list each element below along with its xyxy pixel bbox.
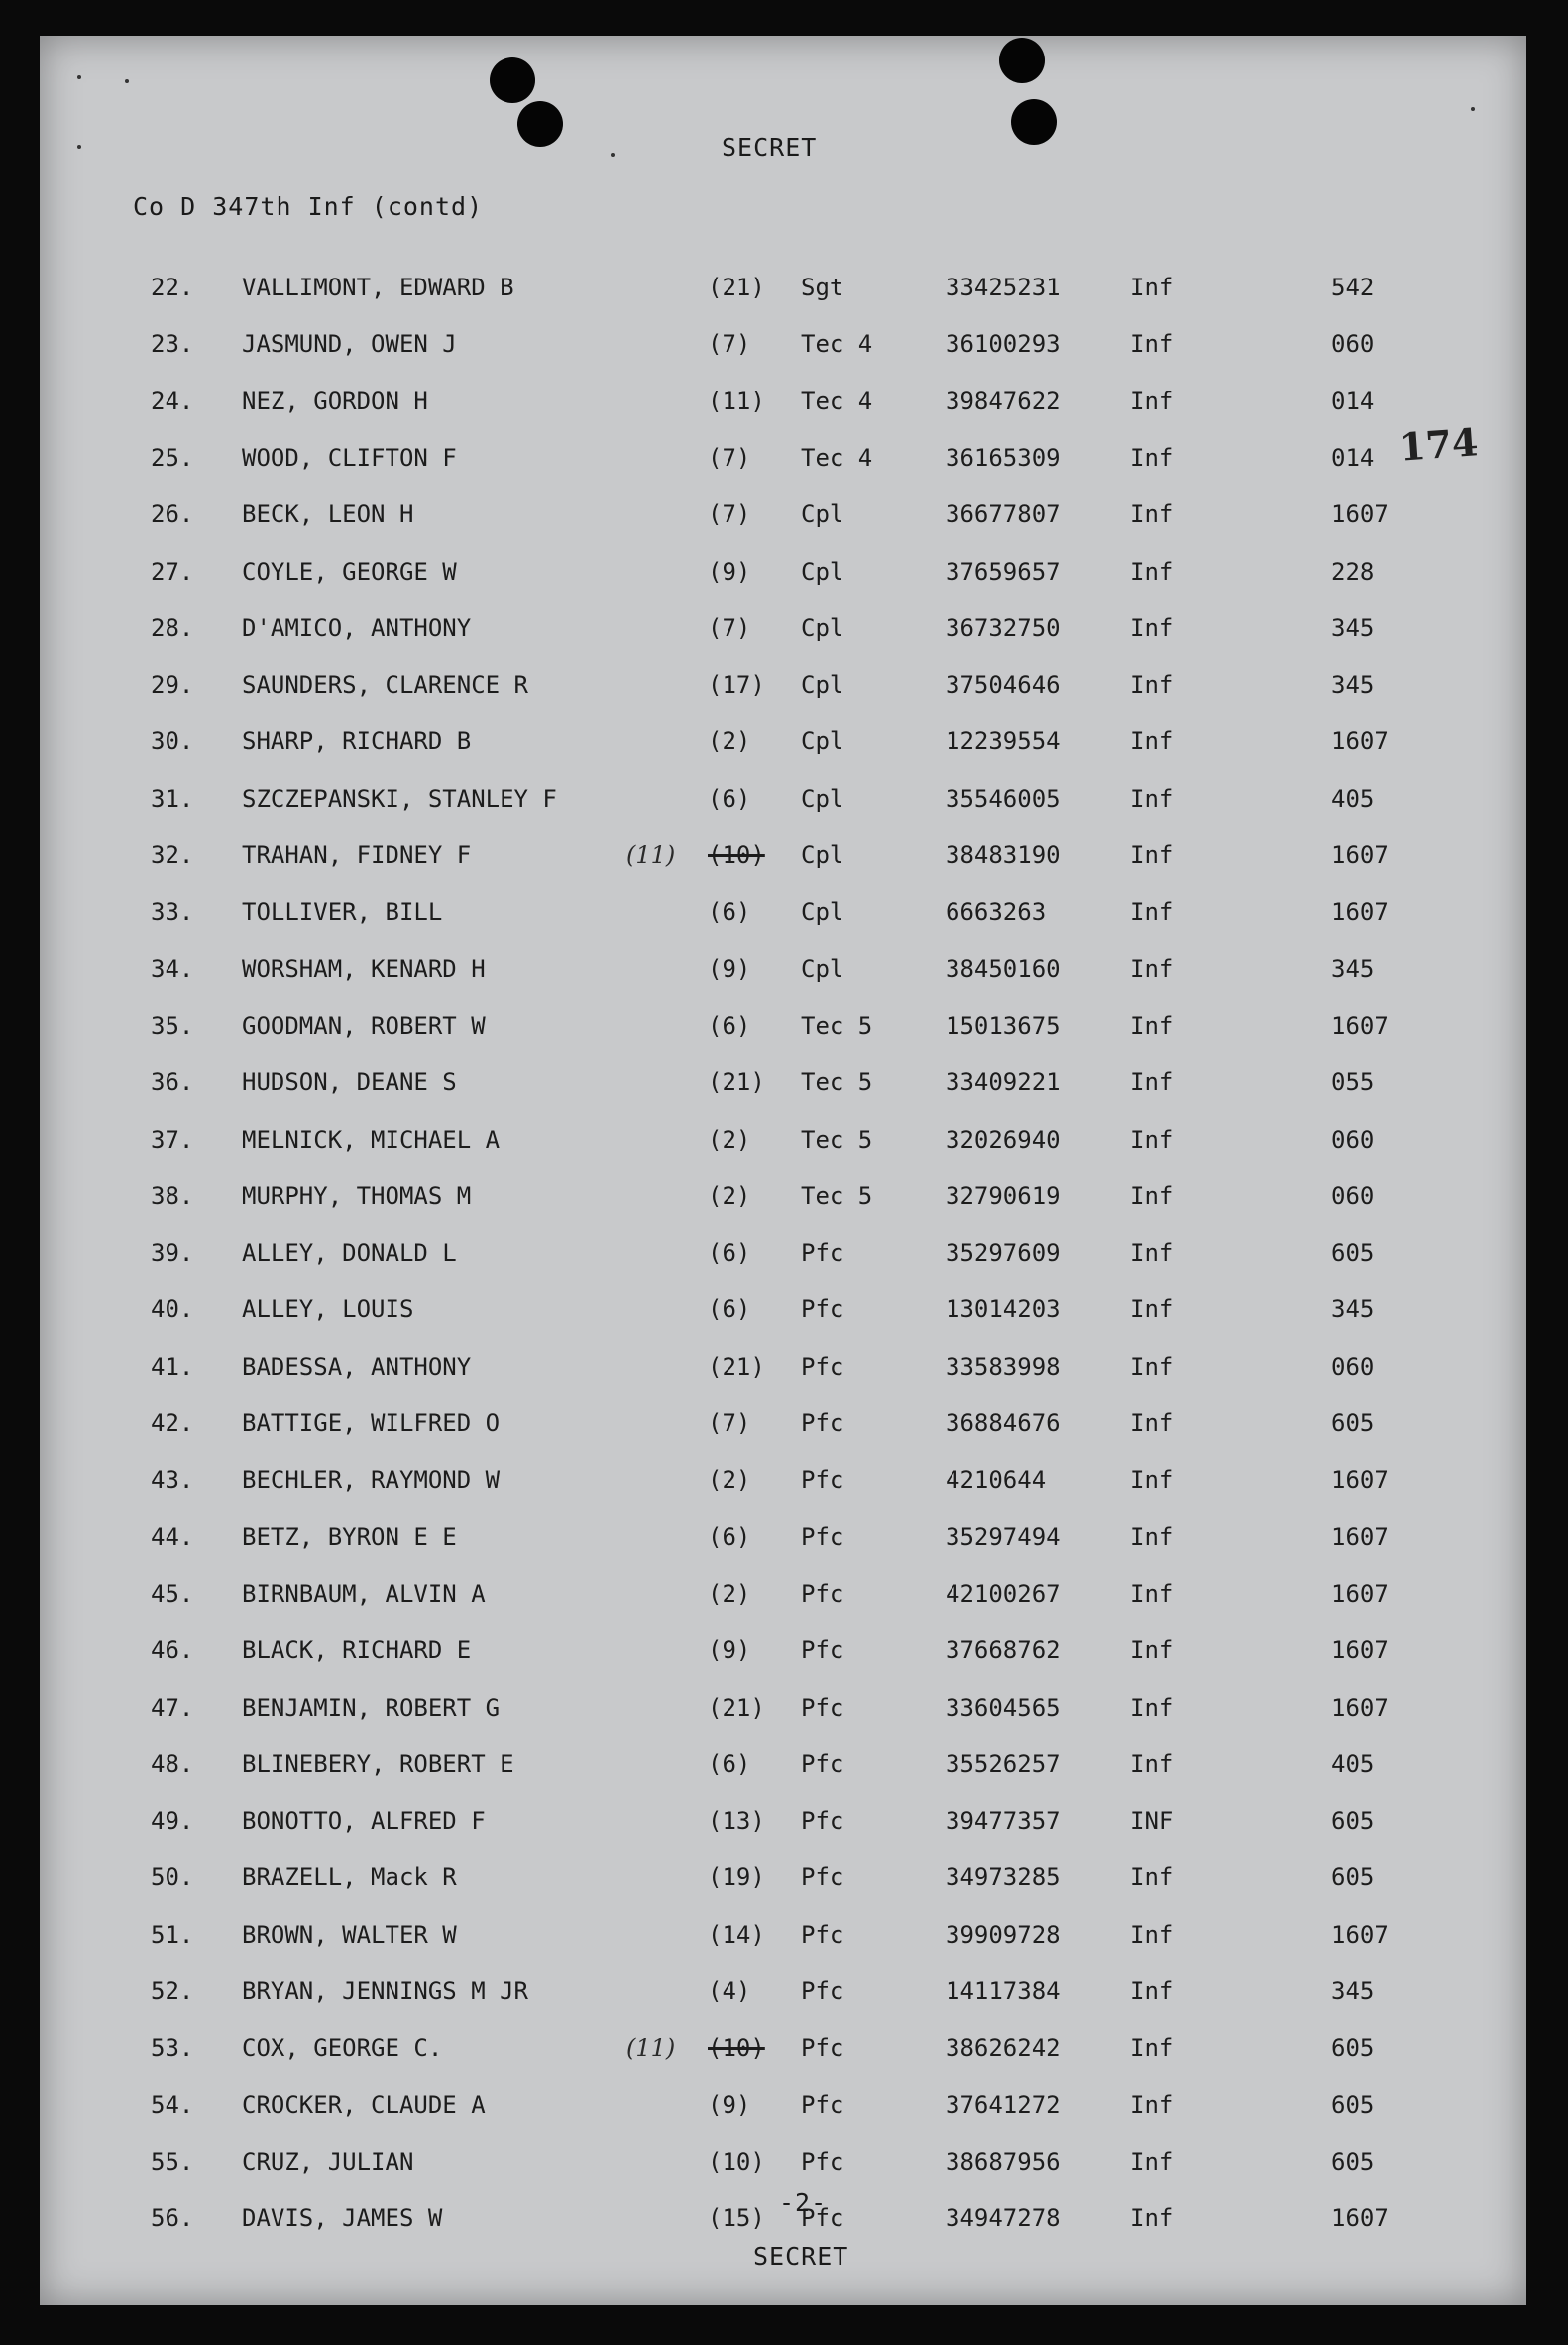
soldier-name: CRUZ, JULIAN [242,2147,414,2176]
roster-row [40,727,1526,767]
mos-code: 1607 [1331,841,1389,869]
mos-code: 060 [1331,1125,1375,1154]
mos-code: 405 [1331,1749,1375,1778]
mos-code: 060 [1331,330,1375,359]
page-number: -2- [779,2188,828,2217]
roster-row [40,1182,1526,1222]
group-code: (6) [708,1239,751,1268]
soldier-name: HUDSON, DEANE S [242,1068,457,1097]
row-number: 32. [151,841,194,869]
classification-top: SECRET [722,133,818,162]
soldier-name: D'AMICO, ANTHONY [242,614,472,642]
group-code: (10) [708,2034,765,2063]
roster-row [40,614,1526,654]
soldier-name: DAVIS, JAMES W [242,2204,443,2233]
mos-code: 1607 [1331,1579,1389,1608]
grade: Cpl [801,671,844,700]
punch-hole [490,57,535,103]
row-number: 36. [151,1068,194,1097]
serial-number: 37504646 [946,671,1061,700]
row-number: 38. [151,1181,194,1210]
mos-code: 1607 [1331,2204,1389,2233]
grade: Pfc [801,1863,844,1892]
serial-number: 33425231 [946,274,1061,301]
mos-code: 605 [1331,1239,1375,1268]
grade: Cpl [801,954,844,983]
group-code: (6) [708,1522,751,1551]
serial-number: 36100293 [946,330,1061,359]
serial-number: 36732750 [946,614,1061,642]
roster-row [40,2034,1526,2073]
mos-code: 228 [1331,557,1375,586]
roster-row [40,1239,1526,1279]
roster-row [40,1126,1526,1166]
serial-number: 36884676 [946,1409,1061,1437]
serial-number: 36165309 [946,443,1061,472]
serial-number: 33604565 [946,1693,1061,1722]
branch: Inf [1130,1693,1174,1722]
grade: Tec 5 [801,1011,873,1040]
row-number: 29. [151,671,194,700]
mos-code: 1607 [1331,1920,1389,1949]
roster-row [40,1409,1526,1449]
roster-row [40,785,1526,825]
soldier-name: BROWN, WALTER W [242,1920,457,1949]
row-number: 53. [151,2034,194,2063]
roster-row [40,1977,1526,2017]
grade: Cpl [801,557,844,586]
grade: Pfc [801,1409,844,1437]
branch: Inf [1130,2204,1174,2233]
mos-code: 055 [1331,1068,1375,1097]
group-code: (6) [708,1011,751,1040]
mos-code: 1607 [1331,1636,1389,1665]
serial-number: 38450160 [946,954,1061,983]
row-number: 46. [151,1636,194,1665]
speck [77,145,81,149]
roster-row [40,274,1526,313]
soldier-name: BECK, LEON H [242,501,414,529]
soldier-name: SAUNDERS, CLARENCE R [242,671,528,700]
mos-code: 060 [1331,1181,1375,1210]
soldier-name: WOOD, CLIFTON F [242,443,457,472]
row-number: 22. [151,274,194,301]
row-number: 51. [151,1920,194,1949]
group-code: (9) [708,557,751,586]
roster-row [40,1863,1526,1903]
row-number: 31. [151,784,194,813]
punch-hole [1011,99,1057,145]
serial-number: 37641272 [946,2090,1061,2119]
grade: Pfc [801,1522,844,1551]
branch: Inf [1130,1295,1174,1324]
soldier-name: BLINEBERY, ROBERT E [242,1749,514,1778]
serial-number: 38626242 [946,2034,1061,2063]
soldier-name: VALLIMONT, EDWARD B [242,274,514,301]
soldier-name: BETZ, BYRON E E [242,1522,457,1551]
grade: Tec 5 [801,1125,873,1154]
serial-number: 34973285 [946,1863,1061,1892]
roster-row [40,1068,1526,1108]
group-code: (9) [708,1636,751,1665]
group-code: (9) [708,2090,751,2119]
mos-code: 605 [1331,2034,1375,2063]
grade: Pfc [801,1693,844,1722]
mos-code: 014 [1331,387,1375,415]
row-number: 41. [151,1352,194,1381]
soldier-name: BIRNBAUM, ALVIN A [242,1579,486,1608]
mos-code: 605 [1331,1863,1375,1892]
roster-row [40,1750,1526,1790]
mos-code: 605 [1331,2147,1375,2176]
branch: Inf [1130,1863,1174,1892]
serial-number: 37659657 [946,557,1061,586]
group-code: (2) [708,1181,751,1210]
serial-number: 12239554 [946,727,1061,756]
serial-number: 39847622 [946,387,1061,415]
punch-hole [999,38,1045,83]
punch-hole [517,101,563,147]
soldier-name: BRYAN, JENNINGS M JR [242,1977,528,2005]
serial-number: 15013675 [946,1011,1061,1040]
mos-code: 345 [1331,1977,1375,2005]
speck [125,79,129,83]
row-number: 42. [151,1409,194,1437]
mos-code: 542 [1331,274,1375,301]
group-code: (21) [708,1068,765,1097]
soldier-name: NEZ, GORDON H [242,387,428,415]
serial-number: 42100267 [946,1579,1061,1608]
soldier-name: BRAZELL, Mack R [242,1863,457,1892]
group-code: (21) [708,1352,765,1381]
roster-row [40,1921,1526,1960]
row-number: 27. [151,557,194,586]
serial-number: 35297494 [946,1522,1061,1551]
row-number: 40. [151,1295,194,1324]
row-number: 37. [151,1125,194,1154]
serial-number: 38483190 [946,841,1061,869]
group-code: (7) [708,1409,751,1437]
group-code: (4) [708,1977,751,2005]
branch: Inf [1130,1239,1174,1268]
group-code: (10) [708,841,765,869]
branch: Inf [1130,898,1174,927]
roster-row [40,1012,1526,1052]
serial-number: 14117384 [946,1977,1061,2005]
row-number: 49. [151,1807,194,1836]
grade: Pfc [801,1295,844,1324]
branch: Inf [1130,1125,1174,1154]
serial-number: 34947278 [946,2204,1061,2233]
mos-code: 405 [1331,784,1375,813]
mos-code: 1607 [1331,1693,1389,1722]
serial-number: 33583998 [946,1352,1061,1381]
soldier-name: WORSHAM, KENARD H [242,954,486,983]
branch: Inf [1130,557,1174,586]
serial-number: 35526257 [946,1749,1061,1778]
speck [1471,107,1475,111]
branch: Inf [1130,1522,1174,1551]
mos-code: 1607 [1331,1522,1389,1551]
mos-code: 1607 [1331,1011,1389,1040]
row-number: 24. [151,387,194,415]
soldier-name: ALLEY, DONALD L [242,1239,457,1268]
row-number: 28. [151,614,194,642]
classification-bottom: SECRET [753,2242,849,2271]
serial-number: 6663263 [946,898,1047,927]
branch: Inf [1130,501,1174,529]
row-number: 45. [151,1579,194,1608]
grade: Pfc [801,2204,844,2233]
soldier-name: BENJAMIN, ROBERT G [242,1693,501,1722]
soldier-name: MURPHY, THOMAS M [242,1181,472,1210]
group-code: (10) [708,2147,765,2176]
serial-number: 4210644 [946,1466,1047,1495]
roster-row [40,2148,1526,2187]
mos-code: 1607 [1331,1466,1389,1495]
serial-number: 39909728 [946,1920,1061,1949]
grade: Pfc [801,1920,844,1949]
group-code: (19) [708,1863,765,1892]
mos-code: 605 [1331,1409,1375,1437]
mos-code: 345 [1331,614,1375,642]
row-number: 56. [151,2204,194,2233]
serial-number: 35297609 [946,1239,1061,1268]
serial-number: 33409221 [946,1068,1061,1097]
group-code: (2) [708,727,751,756]
soldier-name: COX, GEORGE C. [242,2034,443,2063]
serial-number: 13014203 [946,1295,1061,1324]
soldier-name: CROCKER, CLAUDE A [242,2090,486,2119]
soldier-name: BECHLER, RAYMOND W [242,1466,501,1495]
branch: Inf [1130,1181,1174,1210]
group-code: (7) [708,614,751,642]
soldier-name: BADESSA, ANTHONY [242,1352,472,1381]
roster-row [40,1295,1526,1335]
grade: Pfc [801,1749,844,1778]
mos-code: 605 [1331,1807,1375,1836]
grade: Pfc [801,1352,844,1381]
row-number: 52. [151,1977,194,2005]
group-code: (6) [708,898,751,927]
branch: Inf [1130,841,1174,869]
grade: Pfc [801,1579,844,1608]
grade: Cpl [801,614,844,642]
branch: Inf [1130,727,1174,756]
roster-row [40,671,1526,711]
mos-code: 1607 [1331,501,1389,529]
grade: Sgt [801,274,844,301]
soldier-name: GOODMAN, ROBERT W [242,1011,486,1040]
grade: Cpl [801,841,844,869]
branch: Inf [1130,274,1174,301]
unit-heading: Co D 347th Inf (contd) [133,192,484,221]
grade: Pfc [801,1636,844,1665]
serial-number: 38687956 [946,2147,1061,2176]
row-number: 34. [151,954,194,983]
soldier-name: COYLE, GEORGE W [242,557,457,586]
branch: Inf [1130,2090,1174,2119]
roster-row [40,898,1526,938]
soldier-name: SZCZEPANSKI, STANLEY F [242,784,557,813]
soldier-name: BATTIGE, WILFRED O [242,1409,501,1437]
page-stamp: 174 [1398,419,1480,470]
roster-row [40,1694,1526,1733]
serial-number: 37668762 [946,1636,1061,1665]
row-number: 35. [151,1011,194,1040]
row-number: 23. [151,330,194,359]
row-number: 33. [151,898,194,927]
roster-row [40,388,1526,427]
soldier-name: SHARP, RICHARD B [242,727,472,756]
roster-row [40,1636,1526,1676]
branch: Inf [1130,2034,1174,2063]
grade: Pfc [801,2147,844,2176]
branch: Inf [1130,1068,1174,1097]
branch: Inf [1130,443,1174,472]
grade: Tec 5 [801,1068,873,1097]
mos-code: 1607 [1331,898,1389,927]
serial-number: 35546005 [946,784,1061,813]
group-code: (2) [708,1125,751,1154]
mos-code: 1607 [1331,727,1389,756]
soldier-name: BLACK, RICHARD E [242,1636,472,1665]
group-code: (7) [708,443,751,472]
group-code: (2) [708,1579,751,1608]
roster-row [40,501,1526,540]
serial-number: 36677807 [946,501,1061,529]
branch: Inf [1130,2147,1174,2176]
row-number: 47. [151,1693,194,1722]
branch: Inf [1130,1466,1174,1495]
grade: Tec 4 [801,443,873,472]
group-code: (21) [708,274,765,301]
group-code: (2) [708,1466,751,1495]
branch: Inf [1130,614,1174,642]
mos-code: 345 [1331,1295,1375,1324]
grade: Cpl [801,898,844,927]
branch: Inf [1130,1636,1174,1665]
branch: Inf [1130,330,1174,359]
roster-row [40,330,1526,370]
serial-number: 32026940 [946,1125,1061,1154]
branch: Inf [1130,954,1174,983]
grade: Pfc [801,1807,844,1836]
branch: Inf [1130,1011,1174,1040]
speck [611,153,615,157]
roster-row [40,444,1526,484]
branch: Inf [1130,387,1174,415]
grade: Cpl [801,784,844,813]
branch: Inf [1130,1920,1174,1949]
group-code: (6) [708,1749,751,1778]
branch: Inf [1130,1749,1174,1778]
roster-row [40,841,1526,881]
branch: Inf [1130,1977,1174,2005]
grade: Pfc [801,1466,844,1495]
mos-code: 345 [1331,954,1375,983]
grade: Cpl [801,727,844,756]
grade: Pfc [801,1977,844,2005]
group-code: (7) [708,330,751,359]
document-page [40,36,1526,2305]
row-number: 43. [151,1466,194,1495]
soldier-name: TRAHAN, FIDNEY F [242,841,472,869]
mos-code: 014 [1331,443,1375,472]
grade: Tec 4 [801,387,873,415]
soldier-name: BONOTTO, ALFRED F [242,1807,486,1836]
group-code: (7) [708,501,751,529]
grade: Tec 5 [801,1181,873,1210]
roster-row [40,1807,1526,1846]
row-number: 54. [151,2090,194,2119]
branch: Inf [1130,784,1174,813]
roster-row [40,558,1526,598]
roster-row [40,955,1526,995]
group-code: (6) [708,784,751,813]
branch: Inf [1130,1352,1174,1381]
row-number: 25. [151,443,194,472]
mos-code: 345 [1331,671,1375,700]
row-number: 26. [151,501,194,529]
soldier-name: MELNICK, MICHAEL A [242,1125,501,1154]
roster-row [40,2091,1526,2131]
soldier-name: ALLEY, LOUIS [242,1295,414,1324]
row-number: 39. [151,1239,194,1268]
speck [77,75,81,79]
mos-code: 605 [1331,2090,1375,2119]
soldier-name: JASMUND, OWEN J [242,330,457,359]
group-code: (6) [708,1295,751,1324]
group-code: (14) [708,1920,765,1949]
row-number: 55. [151,2147,194,2176]
branch: Inf [1130,1579,1174,1608]
group-code: (13) [708,1807,765,1836]
handwritten-code: (11) [626,2034,676,2063]
group-code: (15) [708,2204,765,2233]
grade: Cpl [801,501,844,529]
group-code: (21) [708,1693,765,1722]
grade: Pfc [801,1239,844,1268]
mos-code: 060 [1331,1352,1375,1381]
grade: Pfc [801,2034,844,2063]
soldier-name: TOLLIVER, BILL [242,898,443,927]
row-number: 50. [151,1863,194,1892]
group-code: (9) [708,954,751,983]
serial-number: 39477357 [946,1807,1061,1836]
roster-row [40,1580,1526,1619]
row-number: 44. [151,1522,194,1551]
serial-number: 32790619 [946,1181,1061,1210]
row-number: 30. [151,727,194,756]
branch: Inf [1130,671,1174,700]
roster-row [40,1353,1526,1393]
row-number: 48. [151,1749,194,1778]
group-code: (17) [708,671,765,700]
grade: Pfc [801,2090,844,2119]
roster-row [40,1523,1526,1563]
roster-row [40,1466,1526,1506]
group-code: (11) [708,387,765,415]
branch: Inf [1130,1409,1174,1437]
branch: INF [1130,1807,1174,1836]
handwritten-code: (11) [626,841,676,869]
grade: Tec 4 [801,330,873,359]
